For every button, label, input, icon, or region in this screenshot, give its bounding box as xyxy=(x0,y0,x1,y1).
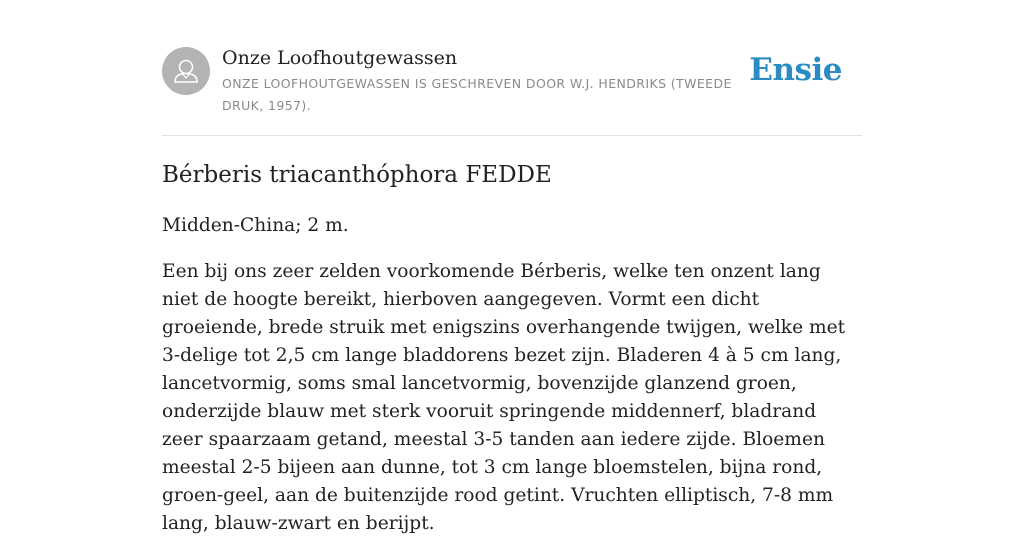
source-description: ONZE LOOFHOUTGEWASSEN IS GESCHREVEN DOOR W.J. HENDRIKS (TWEEDE DRUK, 1957). xyxy=(222,76,732,113)
author-avatar[interactable] xyxy=(162,47,210,95)
source-info xyxy=(222,46,752,117)
source-title[interactable]: Onze Loofhoutgewassen xyxy=(222,47,458,69)
entry-title: Bérberis triacanthóphora FEDDE xyxy=(162,162,552,188)
entry-paragraph: Een bij ons zeer zelden voorkomende Bérberis, welke ten onzent lang niet de hoogte bereikt, hierboven aangegeven. Vormt een dicht groeiende, brede struik met enigszins overhangende twijgen, welke met 3-delige tot 2,5 cm lange bladdorens bezet zijn. Bladeren 4 à 5 cm lang, lancetvormig, soms smal lancetvormig, bovenzijde glanzend groen, onderzijde blauw met sterk vooruit springende middennerf, bladrand zeer spaarzaam getand, meestal 3-5 tanden aan iedere zijde. Bloemen meestal 2-5 bijeen aan dunne, tot 3 cm lange bloemstelen, bijna rond, groen-geel, aan de buitenzijde rood getint. Vruchten elliptisch, 7-8 mm lang, blauw-zwart en berijpt. xyxy=(162,261,846,534)
entry-body xyxy=(162,212,862,556)
source-header xyxy=(162,0,862,136)
page xyxy=(162,0,862,534)
user-silhouette-icon xyxy=(162,47,210,95)
ensie-logo[interactable]: Ensie xyxy=(749,52,842,88)
entry-paragraph: Midden-China; 2 m. xyxy=(162,215,349,236)
